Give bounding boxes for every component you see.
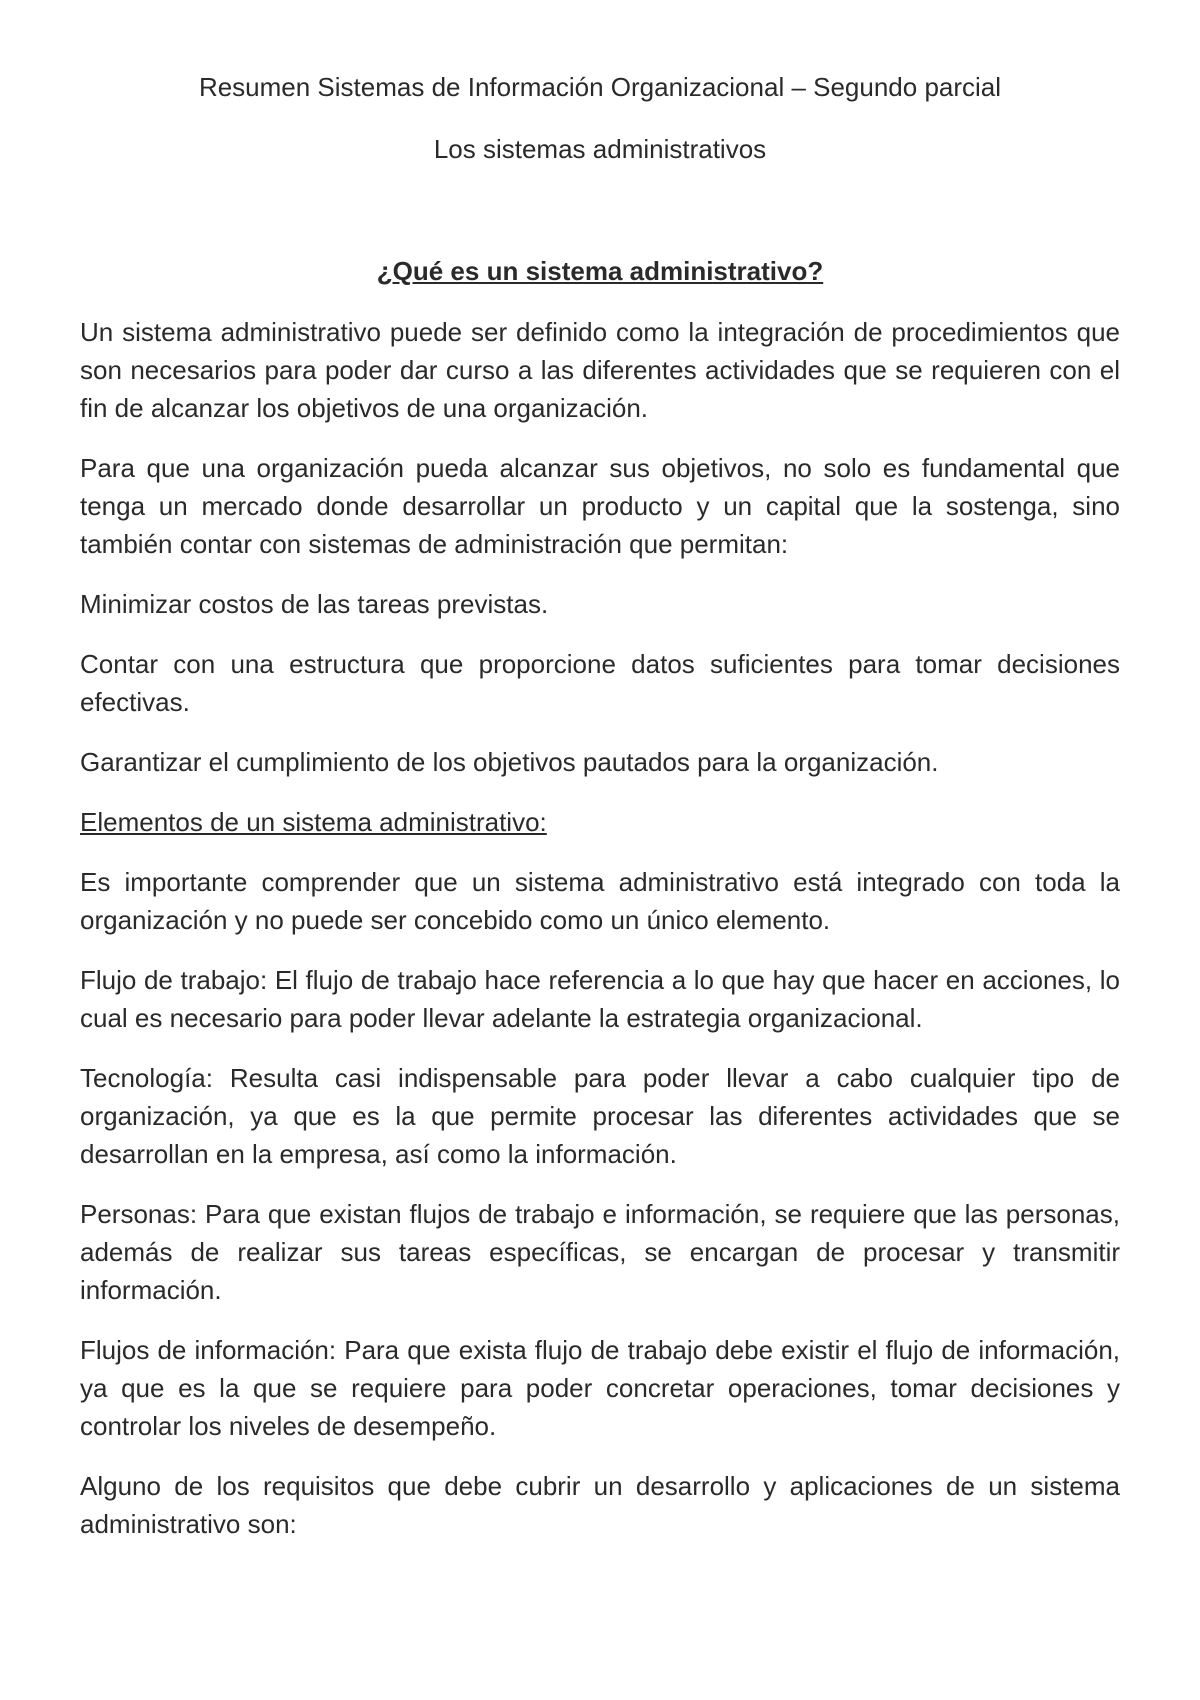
document-title: Resumen Sistemas de Información Organizacional – Segundo parcial <box>198 72 1002 102</box>
paragraph-guarantee: Garantizar el cumplimiento de los objetivos pautados para la organización. <box>80 747 939 777</box>
paragraph-information-flows: Flujos de información: Para que exista flujo de trabajo debe existir el flujo de información, ya que es la que se requiere para poder concretar operaciones, tomar decisiones y controlar los niveles de desempeño. <box>80 1335 1120 1441</box>
document-subtitle: Los sistemas administrativos <box>433 134 767 164</box>
paragraph-minimize-costs: Minimizar costos de las tareas previstas. <box>80 589 549 619</box>
paragraph-technology: Tecnología: Resulta casi indispensable para poder llevar a cabo cualquier tipo de organización, ya que es la que permite procesar las diferentes actividades que se desarrollan en la empresa, así como la información. <box>80 1063 1120 1169</box>
document-body <box>80 313 1120 1565</box>
section-heading-what-is: ¿Qué es un sistema administrativo? <box>376 256 824 286</box>
paragraph-integration: Es importante comprender que un sistema administrativo está integrado con toda la organización y no puede ser concebido como un único elemento. <box>80 867 1120 935</box>
subheading-elements: Elementos de un sistema administrativo: <box>80 807 547 837</box>
paragraph-definition: Un sistema administrativo puede ser definido como la integración de procedimientos que son necesarios para poder dar curso a las diferentes actividades que se requieren con el fin de alcanzar los objetivos de una organización. <box>80 317 1120 423</box>
paragraph-structure: Contar con una estructura que proporcione datos suficientes para tomar decisiones efectivas. <box>80 649 1120 717</box>
paragraph-requirements: Alguno de los requisitos que debe cubrir un desarrollo y aplicaciones de un sistema administrativo son: <box>80 1471 1120 1539</box>
paragraph-people: Personas: Para que existan flujos de trabajo e información, se requiere que las personas, además de realizar sus tareas específicas, se encargan de procesar y transmitir información. <box>80 1199 1120 1305</box>
paragraph-workflow: Flujo de trabajo: El flujo de trabajo hace referencia a lo que hay que hacer en acciones, lo cual es necesario para poder llevar adelante la estrategia organizacional. <box>80 965 1120 1033</box>
paragraph-objectives: Para que una organización pueda alcanzar sus objetivos, no solo es fundamental que tenga un mercado donde desarrollar un producto y un capital que la sostenga, sino también contar con sistemas de administración que permitan: <box>80 453 1120 559</box>
